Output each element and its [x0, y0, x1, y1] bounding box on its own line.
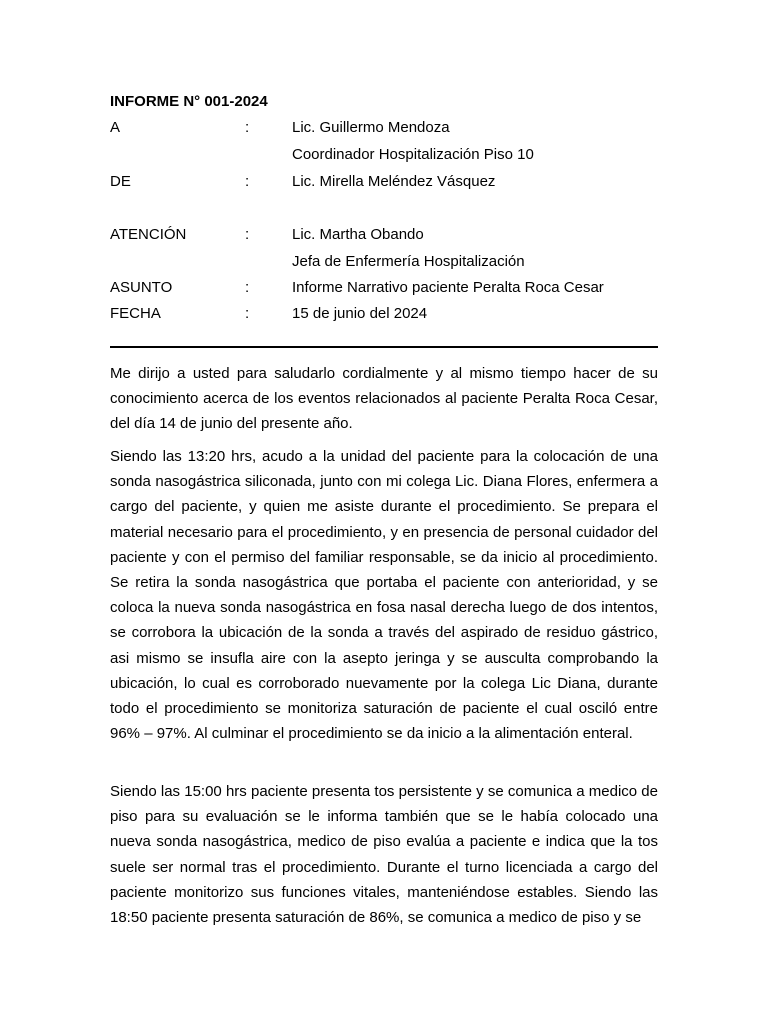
subject-label: ASUNTO	[110, 279, 173, 296]
header-row-from	[0, 173, 768, 193]
header-row-attention-role	[0, 253, 768, 273]
date-label: FECHA	[110, 305, 161, 322]
paragraph-procedure: Siendo las 13:20 hrs, acudo a la unidad del paciente para la colocación de una sonda nasogástrica siliconada, junto con mi colega Lic. Diana Flores, enfermera a cargo del paciente, y quien me asiste durante el procedimiento. Se prepara el material necesario para el procedimiento, y en presencia de personal cuidador del paciente y con el permiso del familiar responsable, se da inicio al procedimiento. Se retira la sonda nasogástrica que portaba el paciente con anterioridad, y se coloca la nueva sonda nasogástrica en fosa nasal derecha luego de dos intentos, se corrobora la ubicación de la sonda a través del aspirado de residuo gástrico, asi mismo se insufla aire con la asepto jeringa y se ausculta comprobando la ubicación, lo cual es corroborado nuevamente por la colega Lic Diana, durante todo el procedimiento se monitoriza saturación de paciente el cual osciló entre 96% – 97%. Al culminar el procedimiento se da inicio a la alimentación enteral.	[110, 448, 658, 743]
header-row-subject	[0, 279, 768, 299]
paragraph-followup: Siendo las 15:00 hrs paciente presenta tos persistente y se comunica a medico de piso para su evaluación se le informa también que se le había colocado una nueva sonda nasogástrica, medico de piso evalúa a paciente e indica que la tos suele ser normal tras el procedimiento. Durante el turno licenciada a cargo del paciente monitorizo sus funciones vitales, manteniéndose estables. Siendo las 18:50 paciente presenta saturación de 86%, se comunica a medico de piso y se	[110, 783, 658, 927]
subject-value: Informe Narrativo paciente Peralta Roca Cesar	[292, 279, 604, 296]
header-row-to	[0, 119, 768, 139]
header-row-attention	[0, 226, 768, 246]
to-role: Coordinador Hospitalización Piso 10	[292, 146, 534, 163]
header-divider	[110, 346, 658, 348]
paragraph-intro: Me dirijo a usted para saludarlo cordialmente y al mismo tiempo hacer de su conocimiento acerca de los eventos relacionados al paciente Peralta Roca Cesar, del día 14 de junio del presente año.	[110, 365, 658, 433]
to-name: Lic. Guillermo Mendoza	[292, 119, 450, 136]
header-row-to-role	[0, 146, 768, 166]
header-row-date	[0, 305, 768, 325]
date-value: 15 de junio del 2024	[292, 305, 428, 322]
report-title: INFORME N° 001-2024	[110, 93, 268, 110]
from-label: DE	[110, 173, 131, 190]
to-colon: :	[245, 119, 250, 136]
date-colon: :	[245, 305, 250, 322]
attention-colon: :	[245, 226, 250, 243]
attention-role: Jefa de Enfermería Hospitalización	[292, 253, 525, 270]
attention-label: ATENCIÓN	[110, 226, 187, 243]
from-colon: :	[245, 173, 250, 190]
to-label: A	[110, 119, 121, 136]
attention-name: Lic. Martha Obando	[292, 226, 424, 243]
subject-colon: :	[245, 279, 250, 296]
from-name: Lic. Mirella Meléndez Vásquez	[292, 173, 496, 190]
